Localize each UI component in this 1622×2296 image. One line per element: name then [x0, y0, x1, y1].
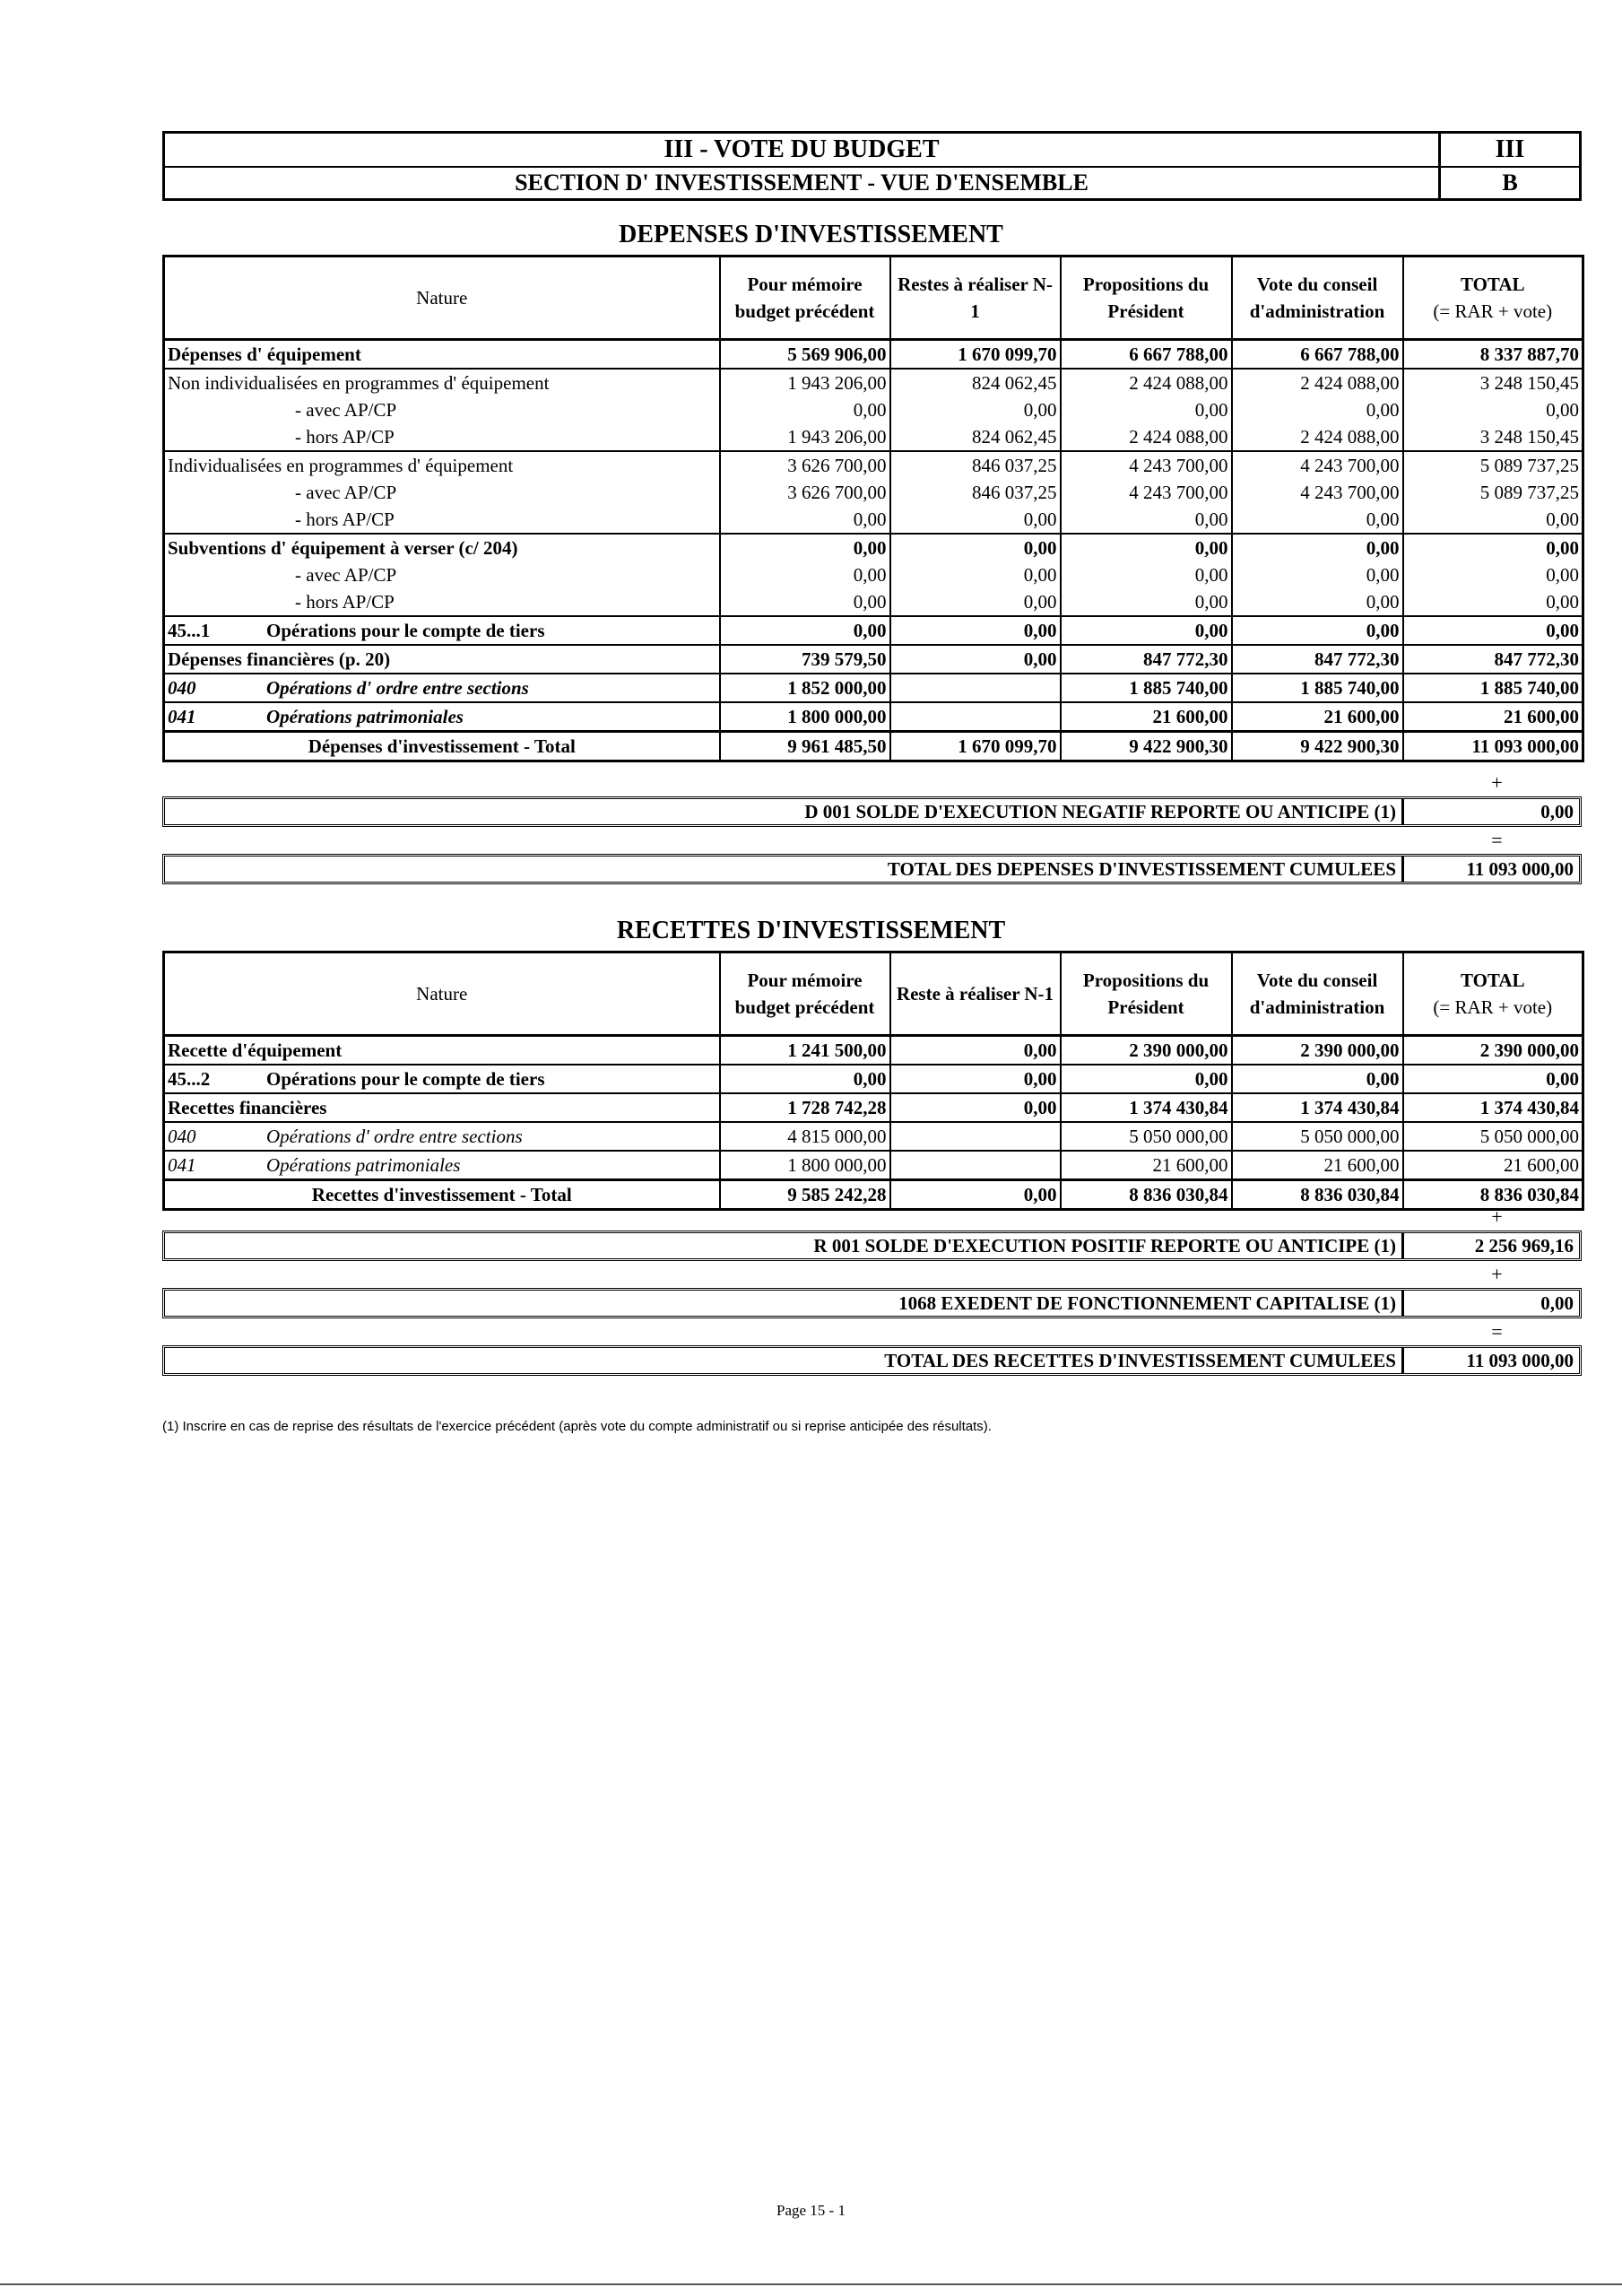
cell-memo: 0,00: [720, 1065, 890, 1093]
cell-vote: 1 885 740,00: [1232, 674, 1403, 702]
cell-total: 0,00: [1403, 561, 1583, 588]
row-label: [164, 396, 720, 423]
row-label-text: - hors AP/CP: [295, 426, 395, 448]
cell-memo: 0,00: [720, 534, 890, 561]
row-label-text: Recette d'équipement: [168, 1039, 343, 1061]
cell-rar: 0,00: [890, 561, 1061, 588]
row-label-text: Opérations patrimoniales: [266, 706, 464, 727]
cell-total: 1 374 430,84: [1403, 1093, 1583, 1122]
total-prop: 8 836 030,84: [1061, 1180, 1232, 1210]
row-label: [164, 1093, 720, 1122]
cell-total: 0,00: [1403, 588, 1583, 616]
cell-memo: 1 241 500,00: [720, 1036, 890, 1065]
depenses-body: [164, 340, 1583, 761]
cell-vote: 2 390 000,00: [1232, 1036, 1403, 1065]
footnote: (1) Inscrire en cas de reprise des résultats de l'exercice précédent (après vote du compte administratif ou si reprise anticipée des résultats).: [162, 1419, 992, 1434]
col-nature: Nature: [164, 952, 720, 1036]
row-label: [164, 674, 720, 702]
table-row: [164, 674, 1583, 702]
total-vote: 9 422 900,30: [1232, 732, 1403, 761]
row-label: [164, 588, 720, 616]
cell-vote: 0,00: [1232, 616, 1403, 645]
r001-value: 2 256 969,16: [1474, 1235, 1574, 1257]
total-label: Dépenses d'investissement - Total: [164, 732, 720, 761]
cell-rar: 846 037,25: [890, 451, 1061, 479]
table-row: [164, 1093, 1583, 1122]
cell-memo: 739 579,50: [720, 645, 890, 674]
depenses-title: DEPENSES D'INVESTISSEMENT: [619, 221, 1003, 248]
cell-rar: [890, 702, 1061, 732]
cell-vote: 0,00: [1232, 534, 1403, 561]
cell-prop: 4 243 700,00: [1061, 451, 1232, 479]
cell-memo: 1 800 000,00: [720, 702, 890, 732]
cell-rar: [890, 1151, 1061, 1180]
cell-rar: 846 037,25: [890, 479, 1061, 506]
cell-memo: 0,00: [720, 396, 890, 423]
row-code: 45...1: [168, 620, 211, 641]
row-label: [164, 1122, 720, 1151]
row-label: [164, 534, 720, 561]
cell-vote: 2 424 088,00: [1232, 423, 1403, 451]
cell-vote: 0,00: [1232, 396, 1403, 423]
cell-prop: 6 667 788,00: [1061, 340, 1232, 370]
row-label-text: Opérations d' ordre entre sections: [266, 1126, 523, 1147]
cell-prop: 2 424 088,00: [1061, 423, 1232, 451]
cell-memo: 0,00: [720, 588, 890, 616]
header-titles: [165, 134, 1441, 198]
row-label: [164, 702, 720, 732]
table-row: [164, 423, 1583, 451]
cell-rar: 1 670 099,70: [890, 340, 1061, 370]
depenses-cumul-label: TOTAL DES DEPENSES D'INVESTISSEMENT CUMULEES: [888, 857, 1404, 882]
table-row: [164, 1151, 1583, 1180]
cell-memo: 1 800 000,00: [720, 1151, 890, 1180]
cell-rar: 0,00: [890, 1036, 1061, 1065]
total-memo: 9 961 485,50: [720, 732, 890, 761]
row-code: 041: [168, 706, 196, 727]
depenses-header-row: [164, 257, 1583, 340]
row-code: 041: [168, 1154, 196, 1176]
total-rar: 1 670 099,70: [890, 732, 1061, 761]
row-label-text: Individualisées en programmes d' équipement: [168, 455, 514, 476]
total-label: Recettes d'investissement - Total: [164, 1180, 720, 1210]
cell-total: 5 089 737,25: [1403, 451, 1583, 479]
cell-prop: 0,00: [1061, 396, 1232, 423]
cell-prop: 0,00: [1061, 561, 1232, 588]
depenses-cumul-box: [162, 854, 1582, 884]
cell-total: 2 390 000,00: [1403, 1036, 1583, 1065]
col-propositions: Propositions du Président: [1061, 952, 1232, 1036]
table-row: [164, 396, 1583, 423]
cell-rar: [890, 674, 1061, 702]
total-vote: 8 836 030,84: [1232, 1180, 1403, 1210]
cell-memo: 0,00: [720, 616, 890, 645]
cell-rar: [890, 1122, 1061, 1151]
depenses-cumul-value: 11 093 000,00: [1466, 858, 1574, 880]
e1068-label: 1068 EXEDENT DE FONCTIONNEMENT CAPITALISE (1): [898, 1291, 1404, 1316]
table-row: [164, 340, 1583, 370]
row-label: [164, 479, 720, 506]
cell-memo: 3 626 700,00: [720, 451, 890, 479]
table-row: [164, 561, 1583, 588]
cell-memo: 0,00: [720, 561, 890, 588]
page-title: III - VOTE DU BUDGET: [664, 135, 940, 163]
total-prop: 9 422 900,30: [1061, 732, 1232, 761]
row-label-text: Dépenses d' équipement: [168, 344, 361, 365]
row-label: [164, 1151, 720, 1180]
page-number: Page 15 - 1: [776, 2202, 846, 2219]
cell-vote: 847 772,30: [1232, 645, 1403, 674]
equals-sign: =: [1491, 829, 1503, 851]
row-label: [164, 616, 720, 645]
recettes-cumul-label: TOTAL DES RECETTES D'INVESTISSEMENT CUMULEES: [884, 1348, 1404, 1373]
cell-rar: 0,00: [890, 588, 1061, 616]
e1068-box: [162, 1288, 1582, 1318]
cell-memo: 0,00: [720, 506, 890, 534]
col-total: [1403, 952, 1583, 1036]
recettes-title: RECETTES D'INVESTISSEMENT: [616, 917, 1006, 944]
cell-prop: 5 050 000,00: [1061, 1122, 1232, 1151]
col-nature: Nature: [164, 257, 720, 340]
cell-rar: 0,00: [890, 506, 1061, 534]
total-row: [164, 732, 1583, 761]
row-label-text: - hors AP/CP: [295, 591, 395, 613]
cell-prop: 21 600,00: [1061, 1151, 1232, 1180]
cell-vote: 0,00: [1232, 561, 1403, 588]
cell-vote: 0,00: [1232, 588, 1403, 616]
cell-memo: 1 943 206,00: [720, 423, 890, 451]
total-rar: 0,00: [890, 1180, 1061, 1210]
cell-rar: 0,00: [890, 1065, 1061, 1093]
cell-vote: 1 374 430,84: [1232, 1093, 1403, 1122]
cell-vote: 0,00: [1232, 506, 1403, 534]
table-row: [164, 479, 1583, 506]
cell-vote: 21 600,00: [1232, 702, 1403, 732]
d001-value: 0,00: [1540, 801, 1574, 822]
plus-sign: +: [1491, 1205, 1503, 1228]
row-label-text: Dépenses financières (p. 20): [168, 648, 391, 670]
row-label: [164, 645, 720, 674]
row-label-text: Subventions d' équipement à verser (c/ 204): [168, 537, 518, 559]
col-vote: Vote du conseil d'administration: [1232, 952, 1403, 1036]
cell-total: 5 089 737,25: [1403, 479, 1583, 506]
table-row: [164, 645, 1583, 674]
r001-box: [162, 1231, 1582, 1261]
cell-prop: 0,00: [1061, 588, 1232, 616]
cell-total: 8 337 887,70: [1403, 340, 1583, 370]
recettes-body: [164, 1036, 1583, 1210]
cell-memo: 5 569 906,00: [720, 340, 890, 370]
cell-total: 0,00: [1403, 534, 1583, 561]
cell-rar: 0,00: [890, 616, 1061, 645]
plus-sign: +: [1491, 771, 1503, 794]
cell-vote: 4 243 700,00: [1232, 451, 1403, 479]
table-row: [164, 1065, 1583, 1093]
section-code: III: [1495, 135, 1525, 163]
row-label-text: - avec AP/CP: [295, 399, 397, 421]
total-row: [164, 1180, 1583, 1210]
cell-prop: 2 390 000,00: [1061, 1036, 1232, 1065]
recettes-cumul-box: [162, 1345, 1582, 1376]
cell-memo: 4 815 000,00: [720, 1122, 890, 1151]
cell-rar: 0,00: [890, 645, 1061, 674]
section-letter: B: [1441, 166, 1579, 200]
total-total: 11 093 000,00: [1403, 732, 1583, 761]
cell-rar: 0,00: [890, 1093, 1061, 1122]
cell-vote: 4 243 700,00: [1232, 479, 1403, 506]
cell-vote: 2 424 088,00: [1232, 369, 1403, 396]
cell-vote: 21 600,00: [1232, 1151, 1403, 1180]
row-label-text: Opérations d' ordre entre sections: [266, 677, 529, 699]
cell-rar: 824 062,45: [890, 369, 1061, 396]
cell-total: 847 772,30: [1403, 645, 1583, 674]
header-codes: [1441, 134, 1579, 198]
r001-label: R 001 SOLDE D'EXECUTION POSITIF REPORTE OU ANTICIPE (1): [813, 1233, 1404, 1258]
cell-rar: 0,00: [890, 396, 1061, 423]
col-total: [1403, 257, 1583, 340]
d001-box: [162, 796, 1582, 827]
cell-total: 1 885 740,00: [1403, 674, 1583, 702]
table-row: [164, 616, 1583, 645]
row-label-text: Opérations patrimoniales: [266, 1154, 461, 1176]
cell-prop: 1 374 430,84: [1061, 1093, 1232, 1122]
row-code: 040: [168, 1126, 196, 1147]
cell-total: 3 248 150,45: [1403, 369, 1583, 396]
col-total-sub: (= RAR + vote): [1433, 300, 1553, 322]
table-row: [164, 534, 1583, 561]
plus-sign: +: [1491, 1263, 1503, 1285]
cell-rar: 0,00: [890, 534, 1061, 561]
row-label: [164, 561, 720, 588]
cell-total: 21 600,00: [1403, 1151, 1583, 1180]
table-row: [164, 588, 1583, 616]
page-bottom-rule: [0, 2283, 1622, 2285]
row-label: [164, 451, 720, 479]
cell-vote: 5 050 000,00: [1232, 1122, 1403, 1151]
row-code: 45...2: [168, 1068, 211, 1090]
d001-label: D 001 SOLDE D'EXECUTION NEGATIF REPORTE OU ANTICIPE (1): [804, 799, 1404, 824]
col-total-label: TOTAL: [1460, 970, 1525, 991]
cell-vote: 0,00: [1232, 1065, 1403, 1093]
recettes-cumul-value: 11 093 000,00: [1466, 1350, 1574, 1371]
e1068-value: 0,00: [1540, 1292, 1574, 1314]
cell-vote: 6 667 788,00: [1232, 340, 1403, 370]
cell-memo: 3 626 700,00: [720, 479, 890, 506]
row-code: 040: [168, 677, 196, 699]
row-label: [164, 1036, 720, 1065]
col-rar: Reste à réaliser N-1: [890, 952, 1061, 1036]
row-label: [164, 340, 720, 370]
row-label-text: Opérations pour le compte de tiers: [266, 620, 545, 641]
row-label-text: - avec AP/CP: [295, 482, 397, 503]
cell-total: 5 050 000,00: [1403, 1122, 1583, 1151]
cell-prop: 1 885 740,00: [1061, 674, 1232, 702]
col-total-label: TOTAL: [1460, 274, 1525, 295]
row-label-text: Opérations pour le compte de tiers: [266, 1068, 545, 1090]
table-row: [164, 451, 1583, 479]
cell-prop: 847 772,30: [1061, 645, 1232, 674]
cell-total: 21 600,00: [1403, 702, 1583, 732]
cell-prop: 0,00: [1061, 616, 1232, 645]
cell-prop: 0,00: [1061, 534, 1232, 561]
row-label: [164, 423, 720, 451]
page-subtitle: SECTION D' INVESTISSEMENT - VUE D'ENSEMBLE: [165, 166, 1438, 200]
cell-rar: 824 062,45: [890, 423, 1061, 451]
row-label-text: - avec AP/CP: [295, 564, 397, 586]
cell-total: 3 248 150,45: [1403, 423, 1583, 451]
table-row: [164, 702, 1583, 732]
col-memo: Pour mémoire budget précédent: [720, 952, 890, 1036]
cell-prop: 21 600,00: [1061, 702, 1232, 732]
col-vote: Vote du conseil d'administration: [1232, 257, 1403, 340]
cell-total: 0,00: [1403, 616, 1583, 645]
cell-prop: 2 424 088,00: [1061, 369, 1232, 396]
cell-total: 0,00: [1403, 506, 1583, 534]
total-memo: 9 585 242,28: [720, 1180, 890, 1210]
row-label-text: Non individualisées en programmes d' équipement: [168, 372, 550, 394]
total-total: 8 836 030,84: [1403, 1180, 1583, 1210]
cell-memo: 1 943 206,00: [720, 369, 890, 396]
cell-memo: 1 728 742,28: [720, 1093, 890, 1122]
header-box: [162, 131, 1582, 201]
cell-total: 0,00: [1403, 1065, 1583, 1093]
cell-prop: 4 243 700,00: [1061, 479, 1232, 506]
col-memo: Pour mémoire budget précédent: [720, 257, 890, 340]
cell-prop: 0,00: [1061, 506, 1232, 534]
recettes-header-row: [164, 952, 1583, 1036]
table-row: [164, 506, 1583, 534]
equals-sign: =: [1491, 1320, 1503, 1343]
row-label-text: Recettes financières: [168, 1097, 327, 1118]
depenses-table: [162, 255, 1584, 762]
table-row: [164, 1036, 1583, 1065]
recettes-table: [162, 951, 1584, 1211]
cell-prop: 0,00: [1061, 1065, 1232, 1093]
col-propositions: Propositions du Président: [1061, 257, 1232, 340]
row-label: [164, 369, 720, 396]
col-total-sub: (= RAR + vote): [1433, 996, 1553, 1018]
cell-total: 0,00: [1403, 396, 1583, 423]
row-label-text: - hors AP/CP: [295, 509, 395, 530]
col-rar: Restes à réaliser N-1: [890, 257, 1061, 340]
row-label: [164, 506, 720, 534]
cell-memo: 1 852 000,00: [720, 674, 890, 702]
table-row: [164, 369, 1583, 396]
row-label: [164, 1065, 720, 1093]
table-row: [164, 1122, 1583, 1151]
